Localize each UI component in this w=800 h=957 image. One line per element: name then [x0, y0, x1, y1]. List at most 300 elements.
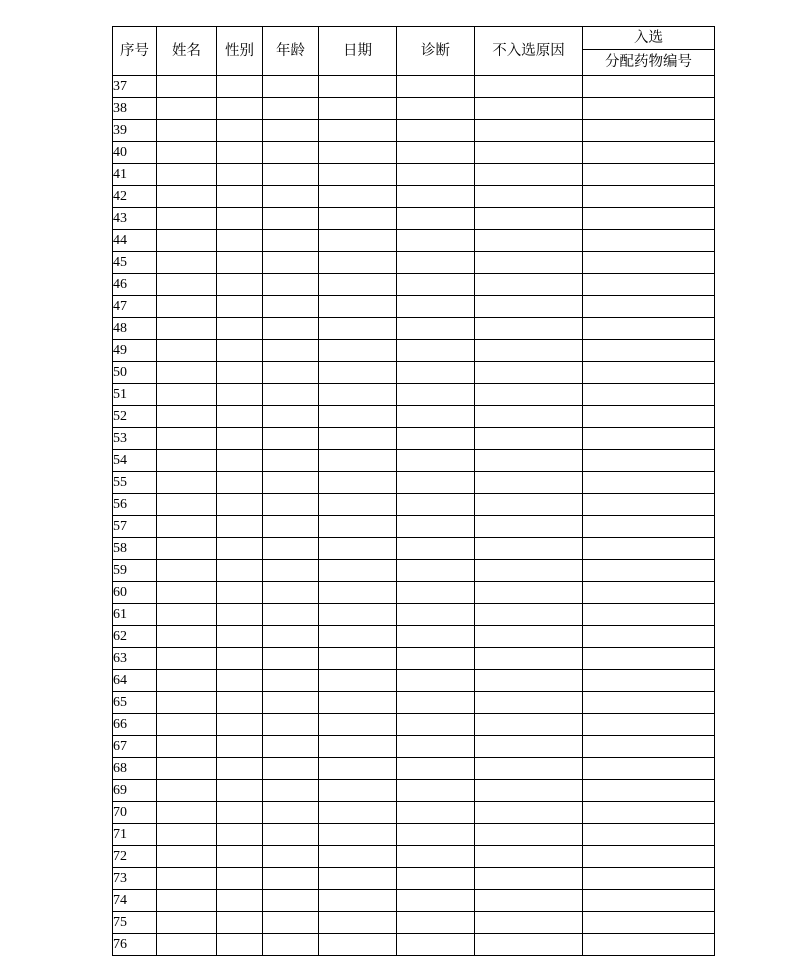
cell-name[interactable]: [157, 846, 217, 868]
cell-diagnosis[interactable]: [397, 472, 475, 494]
cell-diagnosis[interactable]: [397, 714, 475, 736]
cell-age[interactable]: [263, 560, 319, 582]
cell-sex[interactable]: [217, 670, 263, 692]
cell-name[interactable]: [157, 516, 217, 538]
cell-exclusion-reason[interactable]: [475, 362, 583, 384]
cell-name[interactable]: [157, 164, 217, 186]
cell-name[interactable]: [157, 296, 217, 318]
cell-age[interactable]: [263, 186, 319, 208]
cell-exclusion-reason[interactable]: [475, 780, 583, 802]
cell-diagnosis[interactable]: [397, 428, 475, 450]
cell-date[interactable]: [319, 692, 397, 714]
cell-sex[interactable]: [217, 230, 263, 252]
cell-name[interactable]: [157, 318, 217, 340]
cell-sex[interactable]: [217, 362, 263, 384]
cell-sex[interactable]: [217, 626, 263, 648]
cell-age[interactable]: [263, 406, 319, 428]
cell-date[interactable]: [319, 318, 397, 340]
cell-diagnosis[interactable]: [397, 516, 475, 538]
cell-exclusion-reason[interactable]: [475, 230, 583, 252]
cell-drug-no[interactable]: [583, 758, 715, 780]
cell-name[interactable]: [157, 912, 217, 934]
cell-drug-no[interactable]: [583, 340, 715, 362]
cell-date[interactable]: [319, 98, 397, 120]
cell-age[interactable]: [263, 824, 319, 846]
cell-exclusion-reason[interactable]: [475, 824, 583, 846]
cell-name[interactable]: [157, 274, 217, 296]
cell-date[interactable]: [319, 780, 397, 802]
cell-exclusion-reason[interactable]: [475, 560, 583, 582]
cell-drug-no[interactable]: [583, 736, 715, 758]
cell-exclusion-reason[interactable]: [475, 670, 583, 692]
cell-name[interactable]: [157, 692, 217, 714]
cell-name[interactable]: [157, 802, 217, 824]
cell-age[interactable]: [263, 670, 319, 692]
cell-name[interactable]: [157, 494, 217, 516]
table-row: [113, 186, 715, 208]
cell-exclusion-reason[interactable]: [475, 736, 583, 758]
cell-exclusion-reason[interactable]: [475, 76, 583, 98]
cell-diagnosis[interactable]: [397, 824, 475, 846]
cell-drug-no[interactable]: [583, 274, 715, 296]
cell-exclusion-reason[interactable]: [475, 318, 583, 340]
cell-date[interactable]: [319, 428, 397, 450]
cell-age[interactable]: [263, 472, 319, 494]
cell-exclusion-reason[interactable]: [475, 296, 583, 318]
cell-date[interactable]: [319, 472, 397, 494]
column-header-enrollment-label: 入选: [583, 27, 714, 50]
cell-name[interactable]: [157, 824, 217, 846]
cell-exclusion-reason[interactable]: [475, 516, 583, 538]
cell-drug-no[interactable]: [583, 450, 715, 472]
cell-age[interactable]: [263, 362, 319, 384]
cell-drug-no[interactable]: [583, 846, 715, 868]
table-row: [113, 560, 715, 582]
cell-drug-no[interactable]: [583, 670, 715, 692]
cell-date[interactable]: [319, 208, 397, 230]
cell-drug-no[interactable]: [583, 362, 715, 384]
cell-date[interactable]: [319, 582, 397, 604]
table-row: [113, 868, 715, 890]
cell-drug-no[interactable]: [583, 384, 715, 406]
table-row: [113, 692, 715, 714]
cell-diagnosis[interactable]: [397, 142, 475, 164]
cell-name[interactable]: [157, 362, 217, 384]
cell-diagnosis[interactable]: [397, 868, 475, 890]
cell-sex[interactable]: [217, 736, 263, 758]
cell-date[interactable]: [319, 560, 397, 582]
cell-name[interactable]: [157, 450, 217, 472]
cell-exclusion-reason[interactable]: [475, 714, 583, 736]
cell-sex[interactable]: [217, 560, 263, 582]
cell-sex[interactable]: [217, 780, 263, 802]
cell-sex[interactable]: [217, 450, 263, 472]
table-row: [113, 428, 715, 450]
cell-diagnosis[interactable]: [397, 802, 475, 824]
cell-sex[interactable]: [217, 692, 263, 714]
cell-sex[interactable]: [217, 340, 263, 362]
cell-date[interactable]: [319, 670, 397, 692]
cell-drug-no[interactable]: [583, 648, 715, 670]
cell-seq: 60: [113, 582, 157, 604]
cell-exclusion-reason[interactable]: [475, 934, 583, 956]
cell-age[interactable]: [263, 692, 319, 714]
cell-sex[interactable]: [217, 384, 263, 406]
cell-exclusion-reason[interactable]: [475, 472, 583, 494]
cell-age[interactable]: [263, 450, 319, 472]
cell-sex[interactable]: [217, 538, 263, 560]
cell-name[interactable]: [157, 648, 217, 670]
cell-sex[interactable]: [217, 76, 263, 98]
cell-exclusion-reason[interactable]: [475, 538, 583, 560]
cell-date[interactable]: [319, 142, 397, 164]
cell-age[interactable]: [263, 736, 319, 758]
cell-name[interactable]: [157, 472, 217, 494]
cell-date[interactable]: [319, 758, 397, 780]
cell-drug-no[interactable]: [583, 142, 715, 164]
cell-sex[interactable]: [217, 604, 263, 626]
cell-exclusion-reason[interactable]: [475, 648, 583, 670]
cell-seq: 56: [113, 494, 157, 516]
cell-sex[interactable]: [217, 120, 263, 142]
cell-date[interactable]: [319, 604, 397, 626]
cell-name[interactable]: [157, 736, 217, 758]
cell-date[interactable]: [319, 252, 397, 274]
cell-sex[interactable]: [217, 98, 263, 120]
cell-name[interactable]: [157, 384, 217, 406]
cell-name[interactable]: [157, 142, 217, 164]
cell-exclusion-reason[interactable]: [475, 758, 583, 780]
cell-name[interactable]: [157, 428, 217, 450]
cell-date[interactable]: [319, 516, 397, 538]
cell-exclusion-reason[interactable]: [475, 912, 583, 934]
cell-age[interactable]: [263, 120, 319, 142]
cell-name[interactable]: [157, 714, 217, 736]
cell-date[interactable]: [319, 450, 397, 472]
cell-name[interactable]: [157, 186, 217, 208]
cell-sex[interactable]: [217, 824, 263, 846]
cell-age[interactable]: [263, 428, 319, 450]
cell-exclusion-reason[interactable]: [475, 846, 583, 868]
cell-exclusion-reason[interactable]: [475, 692, 583, 714]
cell-diagnosis[interactable]: [397, 450, 475, 472]
cell-date[interactable]: [319, 76, 397, 98]
column-header-date-label: 日期: [343, 42, 372, 59]
cell-name[interactable]: [157, 868, 217, 890]
cell-drug-no[interactable]: [583, 98, 715, 120]
cell-seq: 71: [113, 824, 157, 846]
cell-date[interactable]: [319, 384, 397, 406]
cell-exclusion-reason[interactable]: [475, 164, 583, 186]
cell-age[interactable]: [263, 582, 319, 604]
cell-drug-no[interactable]: [583, 76, 715, 98]
cell-drug-no[interactable]: [583, 164, 715, 186]
cell-name[interactable]: [157, 406, 217, 428]
cell-name[interactable]: [157, 76, 217, 98]
cell-sex[interactable]: [217, 208, 263, 230]
cell-sex[interactable]: [217, 934, 263, 956]
cell-name[interactable]: [157, 582, 217, 604]
cell-exclusion-reason[interactable]: [475, 890, 583, 912]
cell-drug-no[interactable]: [583, 868, 715, 890]
cell-diagnosis[interactable]: [397, 560, 475, 582]
cell-age[interactable]: [263, 98, 319, 120]
cell-date[interactable]: [319, 714, 397, 736]
cell-age[interactable]: [263, 846, 319, 868]
cell-date[interactable]: [319, 362, 397, 384]
cell-exclusion-reason[interactable]: [475, 252, 583, 274]
cell-sex[interactable]: [217, 296, 263, 318]
cell-diagnosis[interactable]: [397, 76, 475, 98]
cell-date[interactable]: [319, 274, 397, 296]
cell-drug-no[interactable]: [583, 494, 715, 516]
cell-date[interactable]: [319, 736, 397, 758]
cell-drug-no[interactable]: [583, 714, 715, 736]
cell-sex[interactable]: [217, 142, 263, 164]
cell-age[interactable]: [263, 758, 319, 780]
cell-diagnosis[interactable]: [397, 934, 475, 956]
cell-age[interactable]: [263, 142, 319, 164]
cell-age[interactable]: [263, 208, 319, 230]
cell-diagnosis[interactable]: [397, 406, 475, 428]
cell-age[interactable]: [263, 274, 319, 296]
screening-log-table-wrapper: [112, 26, 714, 956]
cell-date[interactable]: [319, 186, 397, 208]
cell-sex[interactable]: [217, 428, 263, 450]
cell-exclusion-reason[interactable]: [475, 406, 583, 428]
cell-date[interactable]: [319, 494, 397, 516]
cell-age[interactable]: [263, 516, 319, 538]
cell-diagnosis[interactable]: [397, 252, 475, 274]
cell-age[interactable]: [263, 164, 319, 186]
cell-exclusion-reason[interactable]: [475, 274, 583, 296]
cell-date[interactable]: [319, 846, 397, 868]
cell-diagnosis[interactable]: [397, 384, 475, 406]
cell-name[interactable]: [157, 890, 217, 912]
cell-sex[interactable]: [217, 472, 263, 494]
cell-age[interactable]: [263, 648, 319, 670]
cell-age[interactable]: [263, 76, 319, 98]
cell-diagnosis[interactable]: [397, 846, 475, 868]
cell-name[interactable]: [157, 208, 217, 230]
cell-exclusion-reason[interactable]: [475, 208, 583, 230]
cell-seq: 70: [113, 802, 157, 824]
cell-diagnosis[interactable]: [397, 604, 475, 626]
cell-drug-no[interactable]: [583, 824, 715, 846]
cell-sex[interactable]: [217, 494, 263, 516]
cell-age[interactable]: [263, 230, 319, 252]
cell-age[interactable]: [263, 780, 319, 802]
cell-date[interactable]: [319, 538, 397, 560]
cell-age[interactable]: [263, 934, 319, 956]
cell-diagnosis[interactable]: [397, 296, 475, 318]
cell-diagnosis[interactable]: [397, 670, 475, 692]
cell-drug-no[interactable]: [583, 890, 715, 912]
cell-sex[interactable]: [217, 406, 263, 428]
cell-exclusion-reason[interactable]: [475, 868, 583, 890]
cell-age[interactable]: [263, 384, 319, 406]
cell-diagnosis[interactable]: [397, 890, 475, 912]
cell-diagnosis[interactable]: [397, 780, 475, 802]
cell-name[interactable]: [157, 780, 217, 802]
cell-diagnosis[interactable]: [397, 164, 475, 186]
cell-drug-no[interactable]: [583, 582, 715, 604]
cell-diagnosis[interactable]: [397, 208, 475, 230]
cell-drug-no[interactable]: [583, 208, 715, 230]
cell-exclusion-reason[interactable]: [475, 384, 583, 406]
table-row: [113, 582, 715, 604]
cell-date[interactable]: [319, 890, 397, 912]
cell-sex[interactable]: [217, 868, 263, 890]
cell-name[interactable]: [157, 670, 217, 692]
cell-age[interactable]: [263, 912, 319, 934]
cell-diagnosis[interactable]: [397, 340, 475, 362]
cell-drug-no[interactable]: [583, 538, 715, 560]
cell-exclusion-reason[interactable]: [475, 450, 583, 472]
cell-name[interactable]: [157, 560, 217, 582]
cell-diagnosis[interactable]: [397, 362, 475, 384]
cell-diagnosis[interactable]: [397, 538, 475, 560]
cell-diagnosis[interactable]: [397, 582, 475, 604]
cell-date[interactable]: [319, 230, 397, 252]
cell-date[interactable]: [319, 120, 397, 142]
cell-exclusion-reason[interactable]: [475, 428, 583, 450]
cell-diagnosis[interactable]: [397, 120, 475, 142]
cell-sex[interactable]: [217, 186, 263, 208]
cell-drug-no[interactable]: [583, 802, 715, 824]
cell-date[interactable]: [319, 912, 397, 934]
cell-diagnosis[interactable]: [397, 318, 475, 340]
cell-drug-no[interactable]: [583, 252, 715, 274]
cell-sex[interactable]: [217, 802, 263, 824]
cell-sex[interactable]: [217, 252, 263, 274]
cell-exclusion-reason[interactable]: [475, 98, 583, 120]
cell-age[interactable]: [263, 626, 319, 648]
cell-diagnosis[interactable]: [397, 758, 475, 780]
cell-name[interactable]: [157, 252, 217, 274]
cell-date[interactable]: [319, 648, 397, 670]
cell-date[interactable]: [319, 802, 397, 824]
cell-date[interactable]: [319, 824, 397, 846]
cell-date[interactable]: [319, 934, 397, 956]
cell-name[interactable]: [157, 604, 217, 626]
cell-diagnosis[interactable]: [397, 274, 475, 296]
cell-name[interactable]: [157, 230, 217, 252]
cell-sex[interactable]: [217, 582, 263, 604]
cell-date[interactable]: [319, 868, 397, 890]
cell-drug-no[interactable]: [583, 604, 715, 626]
cell-date[interactable]: [319, 164, 397, 186]
cell-diagnosis[interactable]: [397, 230, 475, 252]
cell-sex[interactable]: [217, 912, 263, 934]
cell-exclusion-reason[interactable]: [475, 582, 583, 604]
cell-drug-no[interactable]: [583, 428, 715, 450]
cell-age[interactable]: [263, 890, 319, 912]
cell-name[interactable]: [157, 934, 217, 956]
cell-name[interactable]: [157, 758, 217, 780]
cell-exclusion-reason[interactable]: [475, 186, 583, 208]
cell-drug-no[interactable]: [583, 230, 715, 252]
cell-sex[interactable]: [217, 846, 263, 868]
column-header-diagnosis: [397, 27, 475, 76]
cell-diagnosis[interactable]: [397, 494, 475, 516]
cell-name[interactable]: [157, 538, 217, 560]
cell-drug-no[interactable]: [583, 912, 715, 934]
cell-exclusion-reason[interactable]: [475, 142, 583, 164]
cell-exclusion-reason[interactable]: [475, 494, 583, 516]
cell-exclusion-reason[interactable]: [475, 604, 583, 626]
cell-age[interactable]: [263, 252, 319, 274]
cell-seq: 51: [113, 384, 157, 406]
cell-drug-no[interactable]: [583, 934, 715, 956]
cell-drug-no[interactable]: [583, 406, 715, 428]
cell-date[interactable]: [319, 340, 397, 362]
cell-age[interactable]: [263, 604, 319, 626]
cell-diagnosis[interactable]: [397, 98, 475, 120]
cell-diagnosis[interactable]: [397, 186, 475, 208]
cell-drug-no[interactable]: [583, 516, 715, 538]
cell-name[interactable]: [157, 98, 217, 120]
cell-drug-no[interactable]: [583, 692, 715, 714]
cell-exclusion-reason[interactable]: [475, 340, 583, 362]
cell-drug-no[interactable]: [583, 472, 715, 494]
cell-date[interactable]: [319, 296, 397, 318]
cell-seq: 74: [113, 890, 157, 912]
cell-drug-no[interactable]: [583, 318, 715, 340]
cell-drug-no[interactable]: [583, 626, 715, 648]
cell-drug-no[interactable]: [583, 186, 715, 208]
cell-exclusion-reason[interactable]: [475, 120, 583, 142]
cell-drug-no[interactable]: [583, 296, 715, 318]
cell-name[interactable]: [157, 120, 217, 142]
cell-date[interactable]: [319, 406, 397, 428]
cell-exclusion-reason[interactable]: [475, 802, 583, 824]
cell-name[interactable]: [157, 340, 217, 362]
cell-sex[interactable]: [217, 274, 263, 296]
cell-age[interactable]: [263, 296, 319, 318]
cell-seq: 38: [113, 98, 157, 120]
cell-age[interactable]: [263, 868, 319, 890]
table-row: [113, 208, 715, 230]
cell-age[interactable]: [263, 494, 319, 516]
cell-age[interactable]: [263, 538, 319, 560]
cell-sex[interactable]: [217, 758, 263, 780]
cell-seq: 68: [113, 758, 157, 780]
cell-age[interactable]: [263, 318, 319, 340]
cell-sex[interactable]: [217, 648, 263, 670]
cell-sex[interactable]: [217, 164, 263, 186]
cell-diagnosis[interactable]: [397, 648, 475, 670]
cell-sex[interactable]: [217, 318, 263, 340]
cell-diagnosis[interactable]: [397, 736, 475, 758]
cell-date[interactable]: [319, 626, 397, 648]
cell-age[interactable]: [263, 714, 319, 736]
cell-sex[interactable]: [217, 516, 263, 538]
table-row: [113, 516, 715, 538]
cell-sex[interactable]: [217, 890, 263, 912]
cell-drug-no[interactable]: [583, 120, 715, 142]
cell-name[interactable]: [157, 626, 217, 648]
cell-diagnosis[interactable]: [397, 912, 475, 934]
cell-diagnosis[interactable]: [397, 626, 475, 648]
cell-drug-no[interactable]: [583, 560, 715, 582]
cell-drug-no[interactable]: [583, 780, 715, 802]
cell-sex[interactable]: [217, 714, 263, 736]
cell-age[interactable]: [263, 340, 319, 362]
cell-diagnosis[interactable]: [397, 692, 475, 714]
cell-exclusion-reason[interactable]: [475, 626, 583, 648]
cell-age[interactable]: [263, 802, 319, 824]
